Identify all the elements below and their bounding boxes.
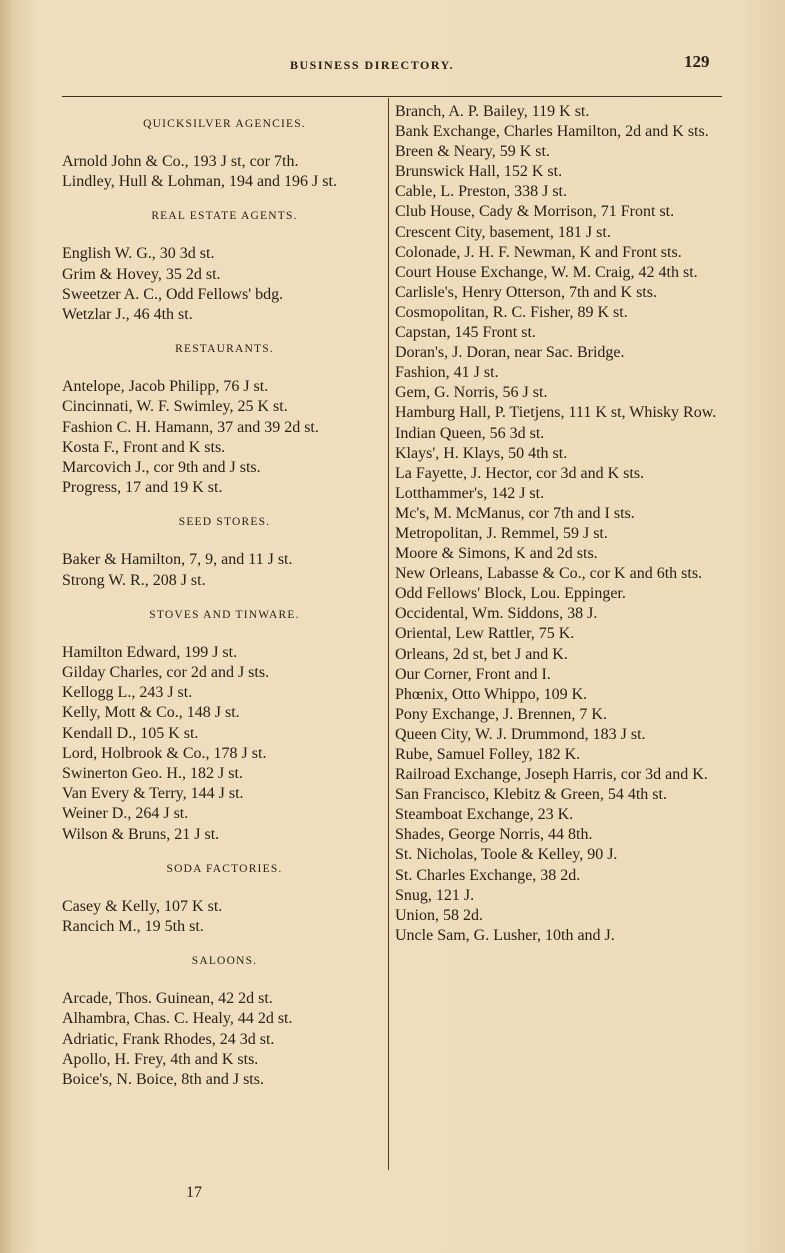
directory-entry: Kosta F., Front and K sts.: [62, 438, 226, 456]
directory-entry: Adriatic, Frank Rhodes, 24 3d st.: [62, 1030, 275, 1048]
directory-entry: Lindley, Hull & Lohman, 194 and 196 J st.: [62, 173, 337, 191]
directory-entry: Lord, Holbrook & Co., 178 J st.: [62, 744, 267, 762]
directory-entry: Crescent City, basement, 181 J st.: [395, 223, 611, 241]
directory-entry: New Orleans, Labasse & Co., cor K and 6th sts.: [395, 565, 703, 583]
directory-entry: Our Corner, Front and I.: [395, 665, 551, 683]
directory-entry: Casey & Kelly, 107 K st.: [62, 897, 223, 915]
entry-list: [62, 989, 387, 1090]
directory-entry: Odd Fellows' Block, Lou. Eppinger.: [395, 585, 626, 603]
directory-entry: Klays', H. Klays, 50 4th st.: [395, 444, 568, 462]
directory-entry: Fashion, 41 J st.: [395, 364, 499, 382]
left-column: [62, 114, 387, 1090]
directory-entry: Progress, 17 and 19 K st.: [62, 479, 223, 497]
section-heading: QUICKSILVER AGENCIES.: [143, 118, 306, 130]
directory-entry: Cincinnati, W. F. Swimley, 25 K st.: [62, 398, 288, 416]
directory-entry: Kelly, Mott & Co., 148 J st.: [62, 704, 240, 722]
directory-entry: Sweetzer A. C., Odd Fellows' bdg.: [62, 285, 284, 303]
directory-entry: Marcovich J., cor 9th and J sts.: [62, 459, 261, 477]
directory-entry: Orleans, 2d st, bet J and K.: [395, 645, 568, 663]
directory-entry: Wilson & Bruns, 21 J st.: [62, 825, 220, 843]
header-rule: [62, 96, 722, 97]
directory-entry: Hamburg Hall, P. Tietjens, 111 K st, Whisky Row.: [395, 404, 717, 422]
directory-entry: Wetzlar J., 46 4th st.: [62, 306, 193, 324]
directory-entry: Oriental, Lew Rattler, 75 K.: [395, 625, 575, 643]
directory-entry: Court House Exchange, W. M. Craig, 42 4th st.: [395, 263, 698, 281]
section-heading: SODA FACTORIES.: [166, 862, 283, 875]
directory-entry: San Francisco, Klebitz & Green, 54 4th st.: [395, 786, 667, 804]
directory-entry: Breen & Neary, 59 K st.: [395, 143, 550, 161]
directory-entry: Bank Exchange, Charles Hamilton, 2d and K sts.: [395, 123, 709, 141]
directory-entry: Pony Exchange, J. Brennen, 7 K.: [395, 705, 607, 723]
directory-entry: Lotthammer's, 142 J st.: [395, 484, 545, 502]
directory-entry: Gem, G. Norris, 56 J st.: [395, 384, 548, 402]
entry-list: [62, 244, 387, 325]
directory-entry: Doran's, J. Doran, near Sac. Bridge.: [395, 344, 625, 362]
directory-entry: Club House, Cady & Morrison, 71 Front st.: [395, 203, 675, 221]
directory-entry: Occidental, Wm. Siddons, 38 J.: [395, 605, 598, 623]
entry-list: [62, 377, 387, 498]
directory-entry: Snug, 121 J.: [395, 886, 475, 904]
directory-entry: La Fayette, J. Hector, cor 3d and K sts.: [395, 464, 645, 482]
directory-entry: Colonade, J. H. F. Newman, K and Front sts.: [395, 243, 682, 261]
directory-entry: Fashion C. H. Hamann, 37 and 39 2d st.: [62, 418, 319, 436]
section-heading: REAL ESTATE AGENTS.: [151, 210, 298, 223]
directory-entry: Grim & Hovey, 35 2d st.: [62, 265, 221, 283]
entry-list: [62, 897, 387, 937]
directory-entry: Union, 58 2d.: [395, 906, 483, 924]
directory-entry: Uncle Sam, G. Lusher, 10th and J.: [395, 926, 615, 944]
entry-list: [62, 152, 387, 192]
directory-entry: Capstan, 145 Front st.: [395, 324, 536, 342]
section-heading: STOVES AND TINWARE.: [149, 608, 300, 621]
section-heading: SALOONS.: [191, 955, 258, 968]
directory-entry: Arcade, Thos. Guinean, 42 2d st.: [62, 990, 273, 1008]
directory-entry: Strong W. R., 208 J st.: [62, 571, 206, 589]
directory-entry: Cable, L. Preston, 338 J st.: [395, 183, 567, 201]
directory-entry: Brunswick Hall, 152 K st.: [395, 163, 563, 181]
directory-entry: Railroad Exchange, Joseph Harris, cor 3d and K.: [395, 766, 708, 784]
running-head: [0, 52, 785, 76]
directory-entry: Van Every & Terry, 144 J st.: [62, 785, 244, 803]
directory-entry: St. Charles Exchange, 38 2d.: [395, 866, 581, 884]
directory-entry: Rancich M., 19 5th st.: [62, 918, 204, 936]
right-column: [395, 102, 725, 946]
directory-entry: Hamilton Edward, 199 J st.: [62, 643, 238, 661]
directory-entry: Cosmopolitan, R. C. Fisher, 89 K st.: [395, 303, 628, 321]
directory-entry: Kellogg L., 243 J st.: [62, 684, 193, 702]
section-heading: SEED STORES.: [178, 516, 271, 529]
directory-entry: Alhambra, Chas. C. Healy, 44 2d st.: [62, 1010, 293, 1028]
directory-entry: Gilday Charles, cor 2d and J sts.: [62, 664, 270, 682]
directory-entry: Steamboat Exchange, 23 K.: [395, 806, 574, 824]
page-number: 129: [684, 52, 710, 71]
directory-entry: Weiner D., 264 J st.: [62, 805, 189, 823]
directory-entry: Rube, Samuel Folley, 182 K.: [395, 746, 581, 763]
directory-entry: Carlisle's, Henry Otterson, 7th and K sts.: [395, 283, 657, 301]
column-divider: [388, 98, 389, 1170]
directory-entry: Baker & Hamilton, 7, 9, and 11 J st.: [62, 551, 293, 569]
directory-entry: Indian Queen, 56 3d st.: [395, 424, 545, 442]
entry-list: [62, 643, 387, 845]
directory-entry: Antelope, Jacob Philipp, 76 J st.: [62, 378, 269, 396]
directory-entry: Metropolitan, J. Remmel, 59 J st.: [395, 524, 608, 542]
directory-entry: English W. G., 30 3d st.: [62, 245, 215, 263]
directory-entry: Apollo, H. Frey, 4th and K sts.: [62, 1050, 259, 1068]
directory-entry: Moore & Simons, K and 2d sts.: [395, 545, 598, 563]
signature-mark: 17: [186, 1184, 202, 1201]
directory-entry: Mc's, M. McManus, cor 7th and I sts.: [395, 504, 635, 522]
running-title: BUSINESS DIRECTORY.: [290, 58, 455, 72]
entry-list: [62, 550, 387, 590]
directory-entry: Arnold John & Co., 193 J st, cor 7th.: [62, 153, 299, 170]
directory-entry: Phœnix, Otto Whippo, 109 K.: [395, 685, 588, 703]
directory-entry: Boice's, N. Boice, 8th and J sts.: [62, 1071, 264, 1089]
directory-entry: Swinerton Geo. H., 182 J st.: [62, 765, 243, 783]
section-heading: RESTAURANTS.: [175, 343, 274, 356]
directory-entry: Queen City, W. J. Drummond, 183 J st.: [395, 725, 646, 743]
directory-entry: Kendall D., 105 K st.: [62, 724, 199, 742]
directory-entry: St. Nicholas, Toole & Kelley, 90 J.: [395, 846, 618, 864]
directory-entry: Branch, A. P. Bailey, 119 K st.: [395, 103, 590, 120]
directory-entry: Shades, George Norris, 44 8th.: [395, 826, 593, 844]
